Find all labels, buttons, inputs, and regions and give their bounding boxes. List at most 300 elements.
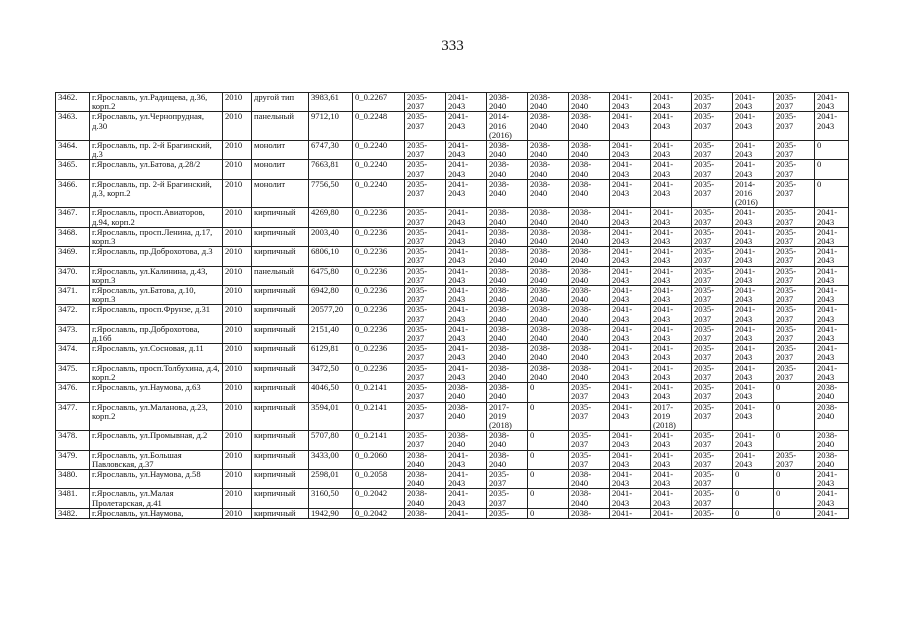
period-cell: 2041- 2043 — [733, 402, 774, 431]
period-cell: 2038- 2040 — [487, 286, 528, 305]
period-cell: 2035- 2037 — [692, 431, 733, 450]
period-cell: 2041- 2043 — [610, 286, 651, 305]
tariff-cell: 0_0.2236 — [353, 247, 405, 266]
address-cell: г.Ярославль, просп.Ленина, д.17, корп.3 — [90, 227, 223, 246]
period-cell: 2041- 2043 — [446, 363, 487, 382]
row-number-cell: 3465. — [56, 160, 90, 179]
period-cell: 2041- 2043 — [446, 266, 487, 285]
period-cell: 2038- 2040 — [569, 112, 610, 141]
period-cell: 2038- 2040 — [446, 431, 487, 450]
period-cell: 2035- 2037 — [692, 450, 733, 469]
area-cell: 7663,81 — [309, 160, 353, 179]
table-row — [56, 286, 849, 305]
period-cell: 2041- 2043 — [446, 93, 487, 112]
period-cell: 2041- 2043 — [610, 112, 651, 141]
period-cell: 2035- 2037 — [405, 227, 446, 246]
address-cell: г.Ярославль, пр. 2-й Брагинский, д.3 — [90, 141, 223, 160]
period-cell: 2038- 2040 — [528, 160, 569, 179]
period-cell: 2041- 2043 — [610, 179, 651, 208]
period-cell: 2041- — [610, 508, 651, 518]
period-cell: 2041- 2043 — [733, 208, 774, 227]
year-cell: 2010 — [223, 431, 252, 450]
period-cell: 2035- 2037 — [774, 286, 815, 305]
wall-type-cell: монолит — [252, 141, 309, 160]
period-cell: 0 — [733, 469, 774, 488]
address-cell: г.Ярославль, ул.Наумова, д.58 — [90, 469, 223, 488]
period-cell: 2041- 2043 — [733, 383, 774, 402]
area-cell: 5707,80 — [309, 431, 353, 450]
wall-type-cell: кирпичный — [252, 227, 309, 246]
period-cell: 2041- 2043 — [733, 344, 774, 363]
period-cell: 2035- 2037 — [405, 402, 446, 431]
tariff-cell: 0_0.2240 — [353, 160, 405, 179]
period-cell: 2038- 2040 — [528, 363, 569, 382]
area-cell: 3433,00 — [309, 450, 353, 469]
tariff-cell: 0_0.2236 — [353, 227, 405, 246]
address-cell: г.Ярославль, просп.Авиаторов, д.94, корп.2 — [90, 208, 223, 227]
area-cell: 6942,80 — [309, 286, 353, 305]
tariff-cell: 0_0.2042 — [353, 508, 405, 518]
period-cell: 2038- 2040 — [528, 141, 569, 160]
period-cell: 2041- 2043 — [651, 179, 692, 208]
period-cell: 2038- 2040 — [528, 266, 569, 285]
period-cell: 2041- 2043 — [733, 363, 774, 382]
period-cell: 2041- 2043 — [610, 208, 651, 227]
period-cell: 2035- 2037 — [774, 112, 815, 141]
table-row — [56, 508, 849, 518]
period-cell: 2038- 2040 — [569, 363, 610, 382]
period-cell: 2038- 2040 — [569, 179, 610, 208]
period-cell: 2038- 2040 — [528, 344, 569, 363]
period-cell: 2041- 2043 — [610, 431, 651, 450]
period-cell: 2035- — [487, 508, 528, 518]
year-cell: 2010 — [223, 266, 252, 285]
period-cell: 2035- 2037 — [405, 93, 446, 112]
period-cell: 2041- — [815, 508, 849, 518]
period-cell: 2041- 2043 — [733, 247, 774, 266]
tariff-cell: 0_0.2236 — [353, 286, 405, 305]
area-cell: 9712,10 — [309, 112, 353, 141]
period-cell: 2038- 2040 — [528, 324, 569, 343]
tariff-cell: 0_0.2141 — [353, 383, 405, 402]
period-cell: 2041- 2043 — [651, 344, 692, 363]
period-cell: 2035- 2037 — [692, 383, 733, 402]
address-cell: г.Ярославль, ул.Радищева, д.36, корп.2 — [90, 93, 223, 112]
period-cell: 2041- 2043 — [815, 93, 849, 112]
period-cell: 2041- 2043 — [815, 112, 849, 141]
period-cell: 0 — [774, 402, 815, 431]
period-cell: 2038- 2040 — [815, 450, 849, 469]
tariff-cell: 0_0.2240 — [353, 179, 405, 208]
period-cell: 0 — [774, 383, 815, 402]
period-cell: 2038- 2040 — [569, 489, 610, 508]
period-cell: 2041- 2043 — [446, 469, 487, 488]
period-cell: 0 — [733, 508, 774, 518]
period-cell: 2035- 2037 — [774, 208, 815, 227]
wall-type-cell: кирпичный — [252, 305, 309, 324]
period-cell: 2041- 2043 — [651, 141, 692, 160]
table-row — [56, 141, 849, 160]
tariff-cell: 0_0.2141 — [353, 431, 405, 450]
wall-type-cell: кирпичный — [252, 469, 309, 488]
year-cell: 2010 — [223, 469, 252, 488]
wall-type-cell: кирпичный — [252, 383, 309, 402]
wall-type-cell: кирпичный — [252, 508, 309, 518]
year-cell: 2010 — [223, 208, 252, 227]
period-cell: 2041- 2043 — [651, 112, 692, 141]
period-cell: 2038- 2040 — [569, 344, 610, 363]
period-cell: 2041- 2043 — [610, 344, 651, 363]
period-cell: 2038- 2040 — [528, 247, 569, 266]
period-cell: 2038- 2040 — [528, 112, 569, 141]
period-cell: 2035- 2037 — [405, 266, 446, 285]
table-row — [56, 160, 849, 179]
table-row — [56, 93, 849, 112]
area-cell: 3594,01 — [309, 402, 353, 431]
period-cell: 2038- 2040 — [815, 402, 849, 431]
wall-type-cell: кирпичный — [252, 286, 309, 305]
table-row — [56, 344, 849, 363]
address-cell: г.Ярославль, ул.Промывная, д.2 — [90, 431, 223, 450]
period-cell: 2041- 2043 — [651, 160, 692, 179]
period-cell: 2041- 2043 — [651, 450, 692, 469]
year-cell: 2010 — [223, 508, 252, 518]
period-cell: 2038- 2040 — [569, 247, 610, 266]
period-cell: 2035- 2037 — [692, 344, 733, 363]
period-cell: 2041- 2043 — [733, 266, 774, 285]
period-cell: 2041- 2043 — [651, 383, 692, 402]
table-row — [56, 247, 849, 266]
table-row — [56, 227, 849, 246]
period-cell: 2041- 2043 — [446, 208, 487, 227]
period-cell: 2014- 2016 (2016) — [487, 112, 528, 141]
tariff-cell: 0_0.2060 — [353, 450, 405, 469]
period-cell: 2041- 2043 — [446, 112, 487, 141]
period-cell: 2035- 2037 — [487, 489, 528, 508]
tariff-cell: 0_0.2236 — [353, 208, 405, 227]
period-cell: 2041- 2043 — [733, 112, 774, 141]
period-cell: 2014- 2016 (2016) — [733, 179, 774, 208]
period-cell: 2035- 2037 — [405, 112, 446, 141]
row-number-cell: 3474. — [56, 344, 90, 363]
address-cell: г.Ярославль, ул.Калинина, д.43, корп.3 — [90, 266, 223, 285]
wall-type-cell: монолит — [252, 179, 309, 208]
row-number-cell: 3462. — [56, 93, 90, 112]
area-cell: 3472,50 — [309, 363, 353, 382]
table-row — [56, 402, 849, 431]
row-number-cell: 3471. — [56, 286, 90, 305]
period-cell: 2041- 2043 — [815, 208, 849, 227]
period-cell: 0 — [528, 431, 569, 450]
area-cell: 6475,80 — [309, 266, 353, 285]
period-cell: 2041- 2043 — [610, 363, 651, 382]
address-cell: г.Ярославль, ул.Батова, д.28/2 — [90, 160, 223, 179]
period-cell: 2041- 2043 — [733, 305, 774, 324]
period-cell: 2041- 2043 — [651, 363, 692, 382]
period-cell: 2038- 2040 — [487, 160, 528, 179]
period-cell: 2038- 2040 — [487, 450, 528, 469]
table-row — [56, 324, 849, 343]
table-row — [56, 431, 849, 450]
period-cell: 2041- 2043 — [446, 160, 487, 179]
period-cell: 0 — [774, 431, 815, 450]
period-cell: 2041- 2043 — [446, 286, 487, 305]
period-cell: 2041- 2043 — [733, 160, 774, 179]
period-cell: 2038- 2040 — [569, 141, 610, 160]
year-cell: 2010 — [223, 489, 252, 508]
table-row — [56, 305, 849, 324]
year-cell: 2010 — [223, 93, 252, 112]
row-number-cell: 3472. — [56, 305, 90, 324]
period-cell: 2038- 2040 — [528, 305, 569, 324]
period-cell: 2035- 2037 — [569, 402, 610, 431]
address-cell: г.Ярославль, пр.Доброхотова, д.3 — [90, 247, 223, 266]
row-number-cell: 3475. — [56, 363, 90, 382]
period-cell: 2041- 2043 — [733, 141, 774, 160]
address-cell: г.Ярославль, пр.Доброхотова, д.16б — [90, 324, 223, 343]
period-cell: 2041- 2043 — [610, 324, 651, 343]
period-cell: 0 — [774, 489, 815, 508]
year-cell: 2010 — [223, 160, 252, 179]
table-row — [56, 489, 849, 508]
address-cell: г.Ярославль, просп.Толбухина, д.4, корп.2 — [90, 363, 223, 382]
period-cell: 2035- 2037 — [569, 383, 610, 402]
period-cell: 2038- 2040 — [405, 469, 446, 488]
tariff-cell: 0_0.2058 — [353, 469, 405, 488]
period-cell: 2041- 2043 — [610, 141, 651, 160]
period-cell: 2038- 2040 — [446, 402, 487, 431]
period-cell: 2038- 2040 — [569, 208, 610, 227]
period-cell: 2038- 2040 — [487, 431, 528, 450]
period-cell: 2038- 2040 — [569, 305, 610, 324]
row-number-cell: 3481. — [56, 489, 90, 508]
period-cell: 2038- 2040 — [569, 227, 610, 246]
period-cell: 2035- 2037 — [774, 247, 815, 266]
period-cell: 2035- 2037 — [774, 363, 815, 382]
period-cell: 2041- 2043 — [446, 324, 487, 343]
period-cell: 2038- 2040 — [569, 266, 610, 285]
table-row — [56, 469, 849, 488]
period-cell: 2038- 2040 — [487, 344, 528, 363]
table-row — [56, 383, 849, 402]
period-cell: 2035- 2037 — [774, 344, 815, 363]
period-cell: 0 — [815, 141, 849, 160]
period-cell: 2041- 2043 — [446, 247, 487, 266]
tariff-cell: 0_0.2236 — [353, 324, 405, 343]
period-cell: 2035- 2037 — [692, 247, 733, 266]
page-number: 333 — [441, 38, 464, 54]
period-cell: 2035- 2037 — [774, 324, 815, 343]
address-cell: г.Ярославль, ул.Батова, д.10, корп.3 — [90, 286, 223, 305]
area-cell: 20577,20 — [309, 305, 353, 324]
data-table — [55, 92, 849, 519]
period-cell: 0 — [528, 402, 569, 431]
period-cell: 2041- 2043 — [446, 489, 487, 508]
period-cell: 2041- 2043 — [446, 141, 487, 160]
row-number-cell: 3476. — [56, 383, 90, 402]
row-number-cell: 3466. — [56, 179, 90, 208]
wall-type-cell: кирпичный — [252, 450, 309, 469]
tariff-cell: 0_0.2141 — [353, 402, 405, 431]
period-cell: 2038- 2040 — [487, 227, 528, 246]
period-cell: 2041- — [651, 508, 692, 518]
period-cell: 2035- 2037 — [692, 363, 733, 382]
tariff-cell: 0_0.2236 — [353, 305, 405, 324]
period-cell: 2038- 2040 — [487, 141, 528, 160]
period-cell: 2035- 2037 — [692, 286, 733, 305]
year-cell: 2010 — [223, 324, 252, 343]
period-cell: 2041- 2043 — [446, 305, 487, 324]
period-cell: 2041- 2043 — [610, 305, 651, 324]
period-cell: 2038- 2040 — [528, 179, 569, 208]
period-cell: 2035- 2037 — [692, 93, 733, 112]
area-cell: 1942,90 — [309, 508, 353, 518]
area-cell: 2003,40 — [309, 227, 353, 246]
period-cell: 2041- 2043 — [733, 324, 774, 343]
period-cell: 2035- 2037 — [569, 431, 610, 450]
period-cell: 2041- 2043 — [815, 344, 849, 363]
period-cell: 2035- 2037 — [405, 431, 446, 450]
wall-type-cell: кирпичный — [252, 344, 309, 363]
wall-type-cell: другой тип — [252, 93, 309, 112]
period-cell: 2035- 2037 — [774, 141, 815, 160]
period-cell: 2041- 2043 — [815, 227, 849, 246]
period-cell: 2035- 2037 — [405, 305, 446, 324]
period-cell: 2035- 2037 — [692, 179, 733, 208]
row-number-cell: 3470. — [56, 266, 90, 285]
area-cell: 6747,30 — [309, 141, 353, 160]
period-cell: 2035- 2037 — [692, 208, 733, 227]
period-cell: 2038- 2040 — [815, 431, 849, 450]
period-cell: 2038- 2040 — [487, 247, 528, 266]
period-cell: 2041- 2043 — [815, 266, 849, 285]
wall-type-cell: кирпичный — [252, 402, 309, 431]
area-cell: 4046,50 — [309, 383, 353, 402]
period-cell: 2041- 2043 — [610, 247, 651, 266]
year-cell: 2010 — [223, 286, 252, 305]
period-cell: 2041- 2043 — [733, 93, 774, 112]
row-number-cell: 3463. — [56, 112, 90, 141]
year-cell: 2010 — [223, 141, 252, 160]
address-cell: г.Ярославль, ул.Малая Пролетарская, д.41 — [90, 489, 223, 508]
period-cell: 2035- 2037 — [692, 469, 733, 488]
row-number-cell: 3467. — [56, 208, 90, 227]
period-cell: 0 — [528, 469, 569, 488]
row-number-cell: 3478. — [56, 431, 90, 450]
period-cell: 2038- — [569, 508, 610, 518]
period-cell: 2035- 2037 — [692, 305, 733, 324]
wall-type-cell: кирпичный — [252, 247, 309, 266]
address-cell: г.Ярославль, ул.Наумова, д.63 — [90, 383, 223, 402]
period-cell: 2041- 2043 — [610, 160, 651, 179]
year-cell: 2010 — [223, 383, 252, 402]
period-cell: 2035- 2037 — [774, 93, 815, 112]
period-cell: 2038- 2040 — [487, 93, 528, 112]
period-cell: 2038- 2040 — [528, 227, 569, 246]
period-cell: 2041- 2043 — [651, 247, 692, 266]
period-cell: 2035- 2037 — [692, 227, 733, 246]
area-cell: 2598,01 — [309, 469, 353, 488]
period-cell: 2041- 2043 — [733, 450, 774, 469]
area-cell: 3160,50 — [309, 489, 353, 508]
period-cell: 0 — [733, 489, 774, 508]
address-cell: г.Ярославль, ул.Сосновая, д.11 — [90, 344, 223, 363]
area-cell: 4269,80 — [309, 208, 353, 227]
year-cell: 2010 — [223, 247, 252, 266]
period-cell: 2041- 2043 — [651, 227, 692, 246]
period-cell: 2035- 2037 — [692, 489, 733, 508]
table-row — [56, 208, 849, 227]
table-row — [56, 363, 849, 382]
wall-type-cell: кирпичный — [252, 489, 309, 508]
period-cell: 2035- 2037 — [774, 179, 815, 208]
period-cell: 2017- 2019 (2018) — [651, 402, 692, 431]
period-cell: 2038- 2040 — [569, 286, 610, 305]
tariff-cell: 0_0.2240 — [353, 141, 405, 160]
period-cell: 2038- 2040 — [528, 93, 569, 112]
period-cell: 2041- 2043 — [651, 305, 692, 324]
period-cell: 0 — [774, 469, 815, 488]
period-cell: 2035- 2037 — [692, 160, 733, 179]
wall-type-cell: кирпичный — [252, 363, 309, 382]
period-cell: 2038- 2040 — [487, 363, 528, 382]
period-cell: 2041- 2043 — [651, 324, 692, 343]
period-cell: 2041- 2043 — [610, 402, 651, 431]
period-cell: 2035- 2037 — [405, 383, 446, 402]
period-cell: 2041- 2043 — [651, 469, 692, 488]
period-cell: 2035- 2037 — [405, 344, 446, 363]
period-cell: 2038- 2040 — [569, 160, 610, 179]
period-cell: 2035- 2037 — [405, 247, 446, 266]
period-cell: 2035- 2037 — [692, 266, 733, 285]
period-cell: 2038- 2040 — [487, 266, 528, 285]
period-cell: 2038- 2040 — [487, 324, 528, 343]
year-cell: 2010 — [223, 179, 252, 208]
table-row — [56, 179, 849, 208]
period-cell: 2041- 2043 — [815, 363, 849, 382]
period-cell: 2038- 2040 — [487, 208, 528, 227]
period-cell: 2035- 2037 — [692, 402, 733, 431]
address-cell: г.Ярославль, ул.Маланова, д.23, корп.2 — [90, 402, 223, 431]
period-cell: 2041- 2043 — [446, 344, 487, 363]
period-cell: 2038- 2040 — [405, 450, 446, 469]
period-cell: 2038- — [405, 508, 446, 518]
address-cell: г.Ярославль, ул.Чернопрудная, д.30 — [90, 112, 223, 141]
tariff-cell: 0_0.2042 — [353, 489, 405, 508]
period-cell: 0 — [774, 508, 815, 518]
row-number-cell: 3469. — [56, 247, 90, 266]
year-cell: 2010 — [223, 112, 252, 141]
wall-type-cell: панельный — [252, 112, 309, 141]
period-cell: 2038- 2040 — [405, 489, 446, 508]
period-cell: 2041- 2043 — [651, 286, 692, 305]
period-cell: 2038- 2040 — [528, 286, 569, 305]
tariff-cell: 0_0.2236 — [353, 266, 405, 285]
period-cell: 2035- 2037 — [774, 450, 815, 469]
period-cell: 2038- 2040 — [487, 179, 528, 208]
period-cell: 2038- 2040 — [528, 208, 569, 227]
period-cell: 2035- 2037 — [774, 305, 815, 324]
period-cell: 2038- 2040 — [569, 469, 610, 488]
row-number-cell: 3480. — [56, 469, 90, 488]
period-cell: 2041- 2043 — [446, 179, 487, 208]
period-cell: 2038- 2040 — [487, 383, 528, 402]
period-cell: 2035- 2037 — [692, 141, 733, 160]
period-cell: 2035- 2037 — [405, 208, 446, 227]
tariff-cell: 0_0.2248 — [353, 112, 405, 141]
period-cell: 2041- 2043 — [733, 431, 774, 450]
year-cell: 2010 — [223, 344, 252, 363]
